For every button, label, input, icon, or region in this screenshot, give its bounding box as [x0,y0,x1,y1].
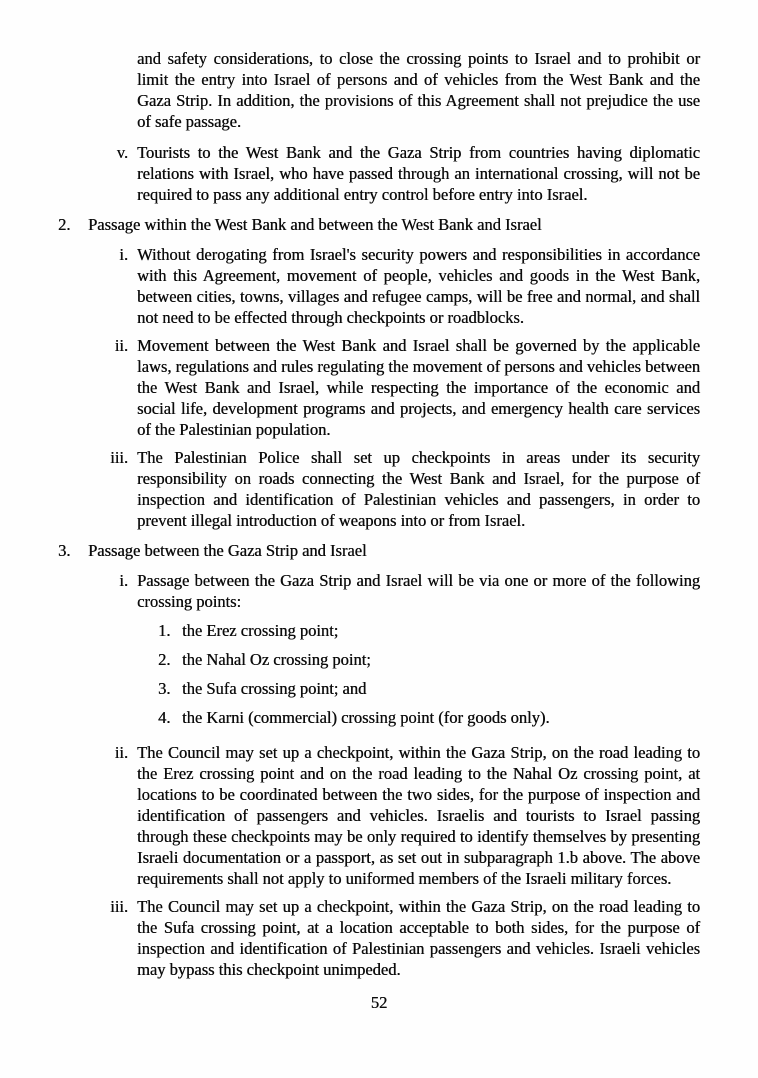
section-3-number: 3. [58,541,71,560]
crossing-point-item-2-text: the Nahal Oz crossing point; [182,650,371,669]
section-2-item-ii-text: Movement between the West Bank and Israel shall be governed by the applicable laws, regulations and rules regulating the movement of persons and vehicles between the West Bank and Israel, while respecting the importance of the economic and social life, development programs and projects, and emergency health care services of the Palestinian population. [137,336,700,439]
crossing-point-item-1-text: the Erez crossing point; [182,621,339,640]
section-3-item-i-label: i. [119,571,128,590]
crossing-point-item-4-text: the Karni (commercial) crossing point (for goods only). [182,708,550,727]
section-3-item-iii [58,896,700,980]
section-3-item-i [58,570,700,612]
section-3-item-i-text: Passage between the Gaza Strip and Israel will be via one or more of the following crossing points: [137,571,700,611]
section-2-item-i-text: Without derogating from Israel's security powers and responsibilities in accordance with this Agreement, movement of people, vehicles and goods in the West Bank, between cities, towns, villages and refugee camps, will be free and normal, and shall not need to be effected through checkpoints or roadblocks. [137,245,700,327]
crossing-point-item-2-label: 2. [158,650,171,669]
list-item-v-text: Tourists to the West Bank and the Gaza Strip from countries having diplomatic relations with Israel, who have passed through an international crossing, will not be required to pass any additional entry control before entry into Israel. [137,143,700,204]
section-2-number: 2. [58,215,71,234]
section-3-title: Passage between the Gaza Strip and Israel [88,541,367,560]
section-2-item-ii [58,335,700,440]
crossing-point-item-1-label: 1. [158,621,171,640]
section-2-title: Passage within the West Bank and between the West Bank and Israel [88,215,542,234]
section-2-item-iii-label: iii. [110,448,128,467]
crossing-point-item-3 [158,678,700,699]
crossing-point-item-4-label: 4. [158,708,171,727]
continuation-paragraph: and safety considerations, to close the crossing points to Israel and to prohibit or limit the entry into Israel of persons and of vehicles from the West Bank and the Gaza Strip. In addition, the provisions of this Agreement shall not prejudice the use of safe passage. [137,49,700,131]
page-number: 52 [370,993,388,1012]
section-2-item-i-label: i. [119,245,128,264]
crossing-point-item-3-label: 3. [158,679,171,698]
section-2-item-ii-label: ii. [114,336,128,355]
section-3-item-iii-text: The Council may set up a checkpoint, within the Gaza Strip, on the road leading to the Sufa crossing point, at a location acceptable to both sides, for the purpose of inspection and identification of Palestinian passengers and vehicles. Israeli vehicles may bypass this checkpoint unimpeded. [137,897,700,979]
list-item-v [58,142,700,205]
list-item-v-label: v. [116,143,128,162]
section-3-item-iii-label: iii. [110,897,128,916]
section-3-item-ii [58,742,700,889]
section-2-item-i [58,244,700,328]
crossing-point-item-1 [158,620,700,641]
section-2-heading [58,214,700,235]
crossing-point-item-2 [158,649,700,670]
crossing-point-item-4 [158,707,700,728]
section-3-item-ii-text: The Council may set up a checkpoint, within the Gaza Strip, on the road leading to the Erez crossing point and on the road leading to the Nahal Oz crossing point, at locations to be coordinated between the two sides, for the purpose of inspection and identification of passengers and vehicles. Israelis and tourists to Israel passing through these checkpoints may be only required to identify themselves by presenting Israeli documentation or a passport, as set out in subparagraph 1.b above. The above requirements shall not apply to uniformed members of the Israeli military forces. [137,743,700,888]
crossing-point-item-3-text: the Sufa crossing point; and [182,679,367,698]
section-3-item-ii-label: ii. [114,743,128,762]
section-2-item-iii [58,447,700,531]
section-3-heading [58,540,700,561]
section-2-item-iii-text: The Palestinian Police shall set up checkpoints in areas under its security responsibility on roads connecting the West Bank and Israel, for the purpose of inspection and identification of Palestinian vehicles and passengers, in order to prevent illegal introduction of weapons into or from Israel. [137,448,700,530]
